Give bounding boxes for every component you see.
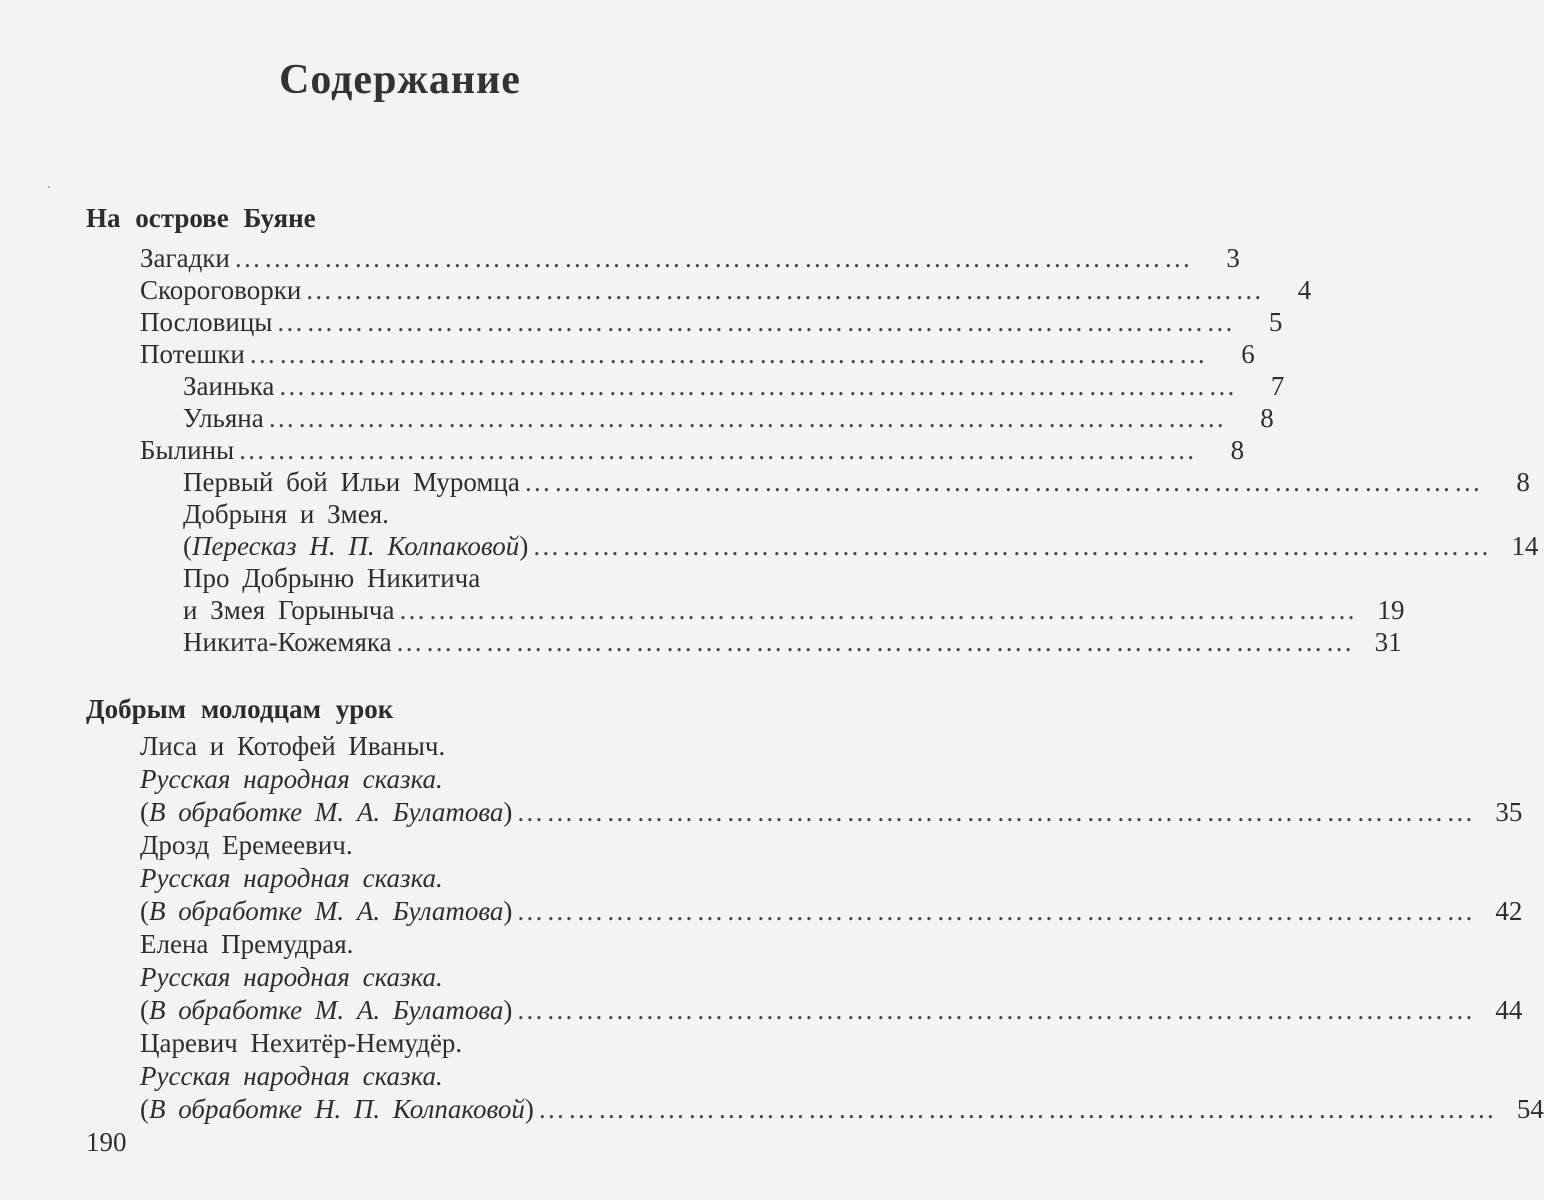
page-title: Содержание xyxy=(279,57,521,103)
toc-entry-page: 8 xyxy=(1260,403,1274,433)
toc-entry-zagadki[interactable] xyxy=(140,242,1240,274)
toc-entry-title: Заинька xyxy=(183,371,275,401)
leader-dots: …………………………………………………………………………………… xyxy=(516,797,1477,827)
leader-dots: …………………………………………………………………………………… xyxy=(516,995,1477,1025)
section-title-dobrym-molodtsam: Добрым молодцам урок xyxy=(86,694,394,724)
toc-entry-title: Первый бой Ильи Муромца xyxy=(183,467,520,497)
toc-entry-subtitle: (Пересказ Н. П. Колпаковой) xyxy=(183,531,529,561)
toc-entry-title: Потешки xyxy=(140,339,245,369)
toc-entry-page: 3 xyxy=(1226,243,1240,273)
toc-entry-elena-title[interactable]: Елена Премудрая. xyxy=(140,929,354,959)
retell-credit: Пересказ Н. П. Колпаковой xyxy=(192,531,520,561)
toc-entry-drozd-title[interactable]: Дрозд Еремеевич. xyxy=(140,830,353,860)
toc-entry-tsarevich-adapt[interactable] xyxy=(140,1093,1544,1125)
toc-entry-title: Былины xyxy=(140,435,235,465)
toc-entry-lisa-genre: Русская народная сказка. xyxy=(140,764,443,794)
toc-entry-page: 8 xyxy=(1516,467,1530,497)
toc-entry-page: 44 xyxy=(1495,995,1523,1025)
toc-entry-page: 8 xyxy=(1230,435,1245,465)
section-title-na-ostrove-buyane: На острове Буяне xyxy=(86,203,316,233)
leader-dots: …………………………………………………………………………………… xyxy=(248,339,1209,369)
leader-dots: …………………………………………………………………………………… xyxy=(233,243,1194,273)
toc-entry-page: 35 xyxy=(1495,797,1523,827)
toc-entry-skorogovorki[interactable] xyxy=(140,274,1312,306)
toc-entry-byliny[interactable] xyxy=(140,434,1245,466)
toc-entry-subtitle: (В обработке Н. П. Колпаковой) xyxy=(140,1094,534,1124)
leader-dots: …………………………………………………………………………………… xyxy=(238,435,1199,465)
toc-entry-title: Пословицы xyxy=(140,307,273,337)
toc-entry-drozd-adapt[interactable] xyxy=(140,895,1523,927)
leader-dots: …………………………………………………………………………………… xyxy=(276,307,1237,337)
toc-entry-title: Скороговорки xyxy=(140,275,302,305)
toc-entry-subtitle: (В обработке М. А. Булатова) xyxy=(140,896,513,926)
toc-entry-pro-dobrynyu-line2[interactable] xyxy=(183,594,1405,626)
toc-entry-subtitle: (В обработке М. А. Булатова) xyxy=(140,995,513,1025)
toc-entry-pervyi-boi[interactable] xyxy=(183,466,1530,498)
toc-entry-poslovitsy[interactable] xyxy=(140,306,1283,338)
toc-entry-page: 19 xyxy=(1377,595,1405,625)
toc-entry-title: Ульяна xyxy=(183,403,264,433)
toc-entry-zainka[interactable] xyxy=(183,370,1285,402)
toc-entry-page: 42 xyxy=(1495,896,1523,926)
toc-entry-title: Никита-Кожемяка xyxy=(183,627,392,657)
toc-entry-page: 31 xyxy=(1374,627,1402,657)
toc-entry-page: 4 xyxy=(1297,275,1312,305)
leader-dots: …………………………………………………………………………………… xyxy=(278,371,1239,401)
toc-entry-drozd-genre: Русская народная сказка. xyxy=(140,863,443,893)
leader-dots: …………………………………………………………………………………… xyxy=(516,896,1477,926)
toc-entry-title: Загадки xyxy=(140,243,230,273)
toc-entry-dobrynya-retell[interactable] xyxy=(183,530,1539,562)
toc-entry-page: 54 xyxy=(1516,1094,1544,1124)
toc-entry-nikita-kozhemyaka[interactable] xyxy=(183,626,1402,658)
toc-entry-tsarevich-genre: Русская народная сказка. xyxy=(140,1061,443,1091)
toc-entry-title: и Змея Горыныча xyxy=(183,595,395,625)
leader-dots: …………………………………………………………………………………… xyxy=(532,531,1493,561)
leader-dots: …………………………………………………………………………………… xyxy=(523,467,1484,497)
toc-entry-elena-genre: Русская народная сказка. xyxy=(140,962,443,992)
toc-entry-page: 5 xyxy=(1268,307,1283,337)
leader-dots: …………………………………………………………………………………… xyxy=(395,627,1356,657)
toc-entry-page: 14 xyxy=(1511,531,1539,561)
toc-entry-page: 7 xyxy=(1270,371,1285,401)
leader-dots: …………………………………………………………………………………… xyxy=(305,275,1266,305)
print-speck xyxy=(48,186,50,188)
toc-entry-lisa-title[interactable]: Лиса и Котофей Иваныч. xyxy=(140,731,446,761)
toc-entry-ulyana[interactable] xyxy=(183,402,1274,434)
page-number: 190 xyxy=(86,1127,127,1157)
toc-entry-tsarevich-title[interactable]: Царевич Нехитёр-Немудёр. xyxy=(140,1028,463,1058)
toc-entry-page: 6 xyxy=(1241,339,1255,369)
leader-dots: …………………………………………………………………………………… xyxy=(537,1094,1498,1124)
toc-entry-pro-dobrynyu-line1[interactable]: Про Добрыню Никитича xyxy=(183,563,481,593)
toc-entry-lisa-adapt[interactable] xyxy=(140,796,1523,828)
toc-entry-subtitle: (В обработке М. А. Булатова) xyxy=(140,797,513,827)
toc-entry-elena-adapt[interactable] xyxy=(140,994,1523,1026)
leader-dots: …………………………………………………………………………………… xyxy=(398,595,1359,625)
toc-entry-dobrynya-title[interactable]: Добрыня и Змея. xyxy=(183,499,389,529)
leader-dots: …………………………………………………………………………………… xyxy=(267,403,1228,433)
toc-entry-poteshki[interactable] xyxy=(140,338,1255,370)
